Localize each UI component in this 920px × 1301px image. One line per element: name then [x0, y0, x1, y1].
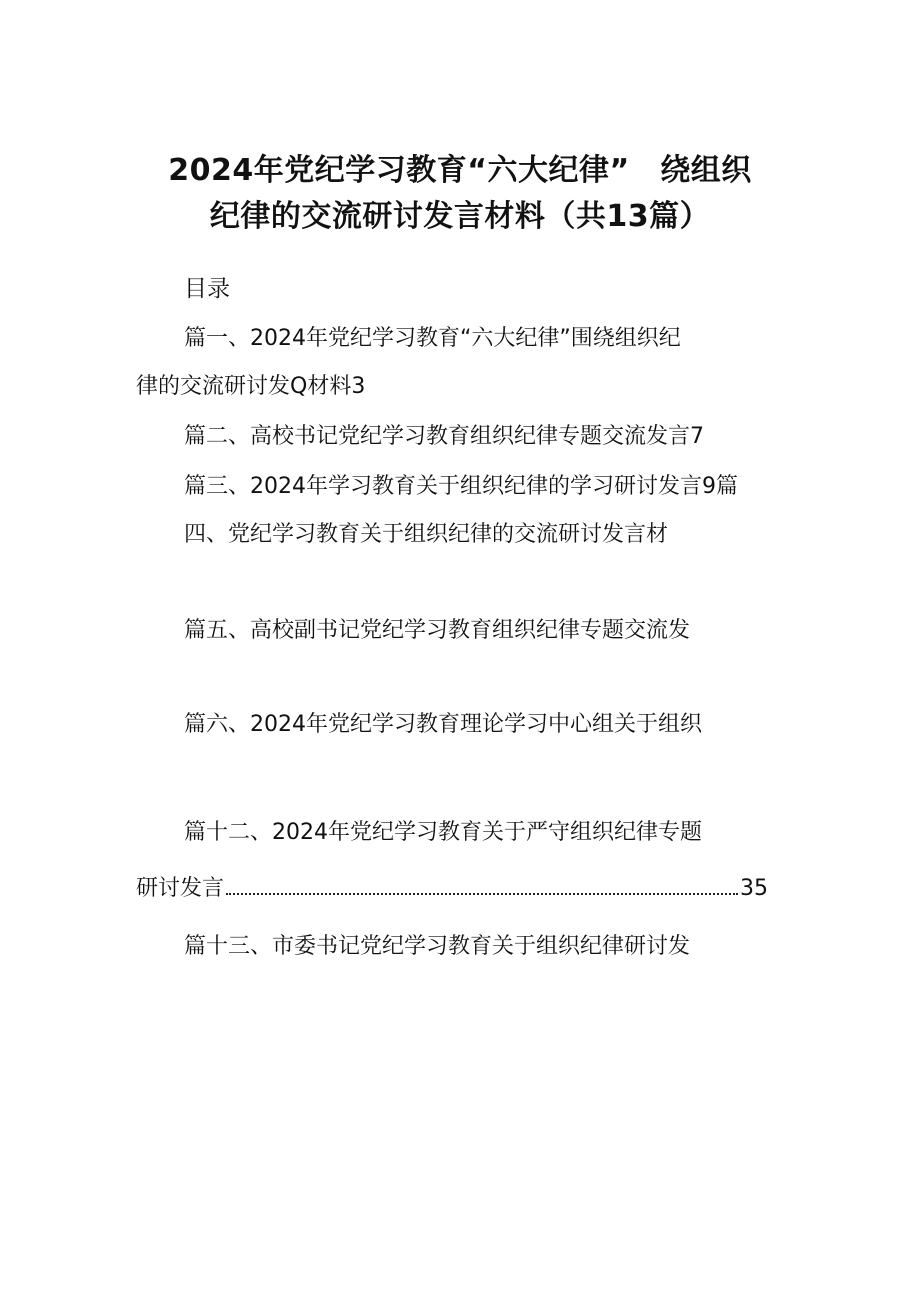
document-title — [0, 148, 920, 240]
toc-entry-1-continuation[interactable]: 律的交流研讨发Q材料3 — [136, 374, 366, 399]
toc-entry-12-page-number: 35 — [740, 876, 768, 901]
title-line-2: 纪律的交流研讨发言材料（共13篇） — [209, 199, 711, 234]
toc-entry-5[interactable]: 篇五、高校副书记党纪学习教育组织纪律专题交流发 — [184, 618, 691, 643]
toc-entry-3[interactable]: 篇三、2024年学习教育关于组织纪律的学习研讨发言9篇 — [184, 474, 738, 499]
toc-entry-13[interactable]: 篇十三、市委书记党纪学习教育关于组织纪律研讨发 — [184, 934, 691, 959]
toc-entry-1[interactable]: 篇一、2024年党纪学习教育“六大纪律”围绕组织纪 — [184, 326, 681, 351]
dot-leader — [226, 893, 738, 895]
toc-heading: 目录 — [184, 276, 230, 302]
toc-entry-4[interactable]: 四、党纪学习教育关于组织纪律的交流研讨发言材 — [184, 522, 669, 547]
toc-entry-12-continuation[interactable] — [136, 872, 768, 906]
toc-entry-12[interactable]: 篇十二、2024年党纪学习教育关于严守组织纪律专题 — [184, 820, 702, 845]
toc-entry-2[interactable]: 篇二、高校书记党纪学习教育组织纪律专题交流发言7 — [184, 424, 704, 449]
title-line-1: 2024年党纪学习教育“六大纪律” 绕组织 — [168, 153, 752, 188]
toc-entry-12-continuation-text: 研讨发言 — [136, 876, 225, 901]
toc-entry-6[interactable]: 篇六、2024年党纪学习教育理论学习中心组关于组织 — [184, 712, 702, 737]
